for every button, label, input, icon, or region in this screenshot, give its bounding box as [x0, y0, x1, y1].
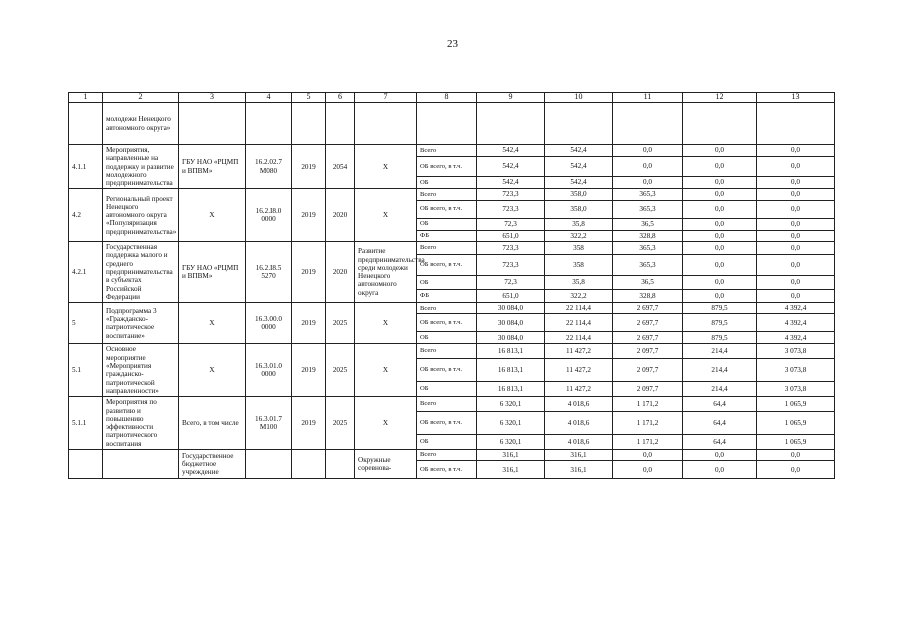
value-cell: 214,4 [683, 358, 757, 381]
expected-result: Х [355, 344, 417, 397]
header-cell-12: 12 [683, 93, 757, 103]
item-number [69, 450, 103, 479]
value-cell: 542,4 [545, 145, 613, 157]
value-cell: 2 697,7 [613, 332, 683, 344]
empty-cell [417, 103, 477, 145]
budget-code: 16.3.01.7 М100 [246, 397, 292, 450]
end-year: 2020 [326, 189, 355, 242]
funding-source: Всего [417, 303, 477, 314]
table-row [69, 303, 835, 314]
value-cell: 0,0 [757, 276, 835, 290]
value-cell: 22 114,4 [545, 303, 613, 314]
value-cell: 36,5 [613, 276, 683, 290]
value-cell: 723,3 [477, 255, 545, 276]
header-cell-5: 5 [292, 93, 326, 103]
table-row [69, 103, 835, 145]
value-cell: 11 427,2 [545, 358, 613, 381]
value-cell: 316,1 [477, 450, 545, 461]
expected-result: Х [355, 145, 417, 189]
value-cell: 0,0 [757, 189, 835, 200]
value-cell: 1 065,9 [757, 434, 835, 449]
header-cell-13: 13 [757, 93, 835, 103]
item-name: Подпрограмма 3 «Гражданско-патриотическое воспитание» [103, 303, 179, 344]
value-cell: 35,8 [545, 276, 613, 290]
value-cell: 0,0 [683, 276, 757, 290]
expected-result: Развитие предпринимательства среди молодежи Ненецкого автономного округа [355, 242, 417, 303]
header-cell-7: 7 [355, 93, 417, 103]
value-cell: 365,3 [613, 189, 683, 200]
funding-source: ОБ всего, в т.ч. [417, 157, 477, 176]
funding-source: ОБ [417, 276, 477, 290]
value-cell: 2 697,7 [613, 303, 683, 314]
value-cell: 64,4 [683, 411, 757, 434]
funding-source: ОБ [417, 332, 477, 344]
value-cell: 6 320,1 [477, 411, 545, 434]
value-cell: 36,5 [613, 218, 683, 230]
expected-result [355, 103, 417, 145]
budget-code [246, 450, 292, 479]
value-cell: 358,0 [545, 200, 613, 218]
value-cell: 16 813,1 [477, 381, 545, 396]
table-row [69, 242, 835, 255]
value-cell: 651,0 [477, 230, 545, 241]
table-row [69, 450, 835, 461]
end-year: 2025 [326, 397, 355, 450]
value-cell: 328,8 [613, 230, 683, 241]
empty-cell [613, 103, 683, 145]
value-cell: 3 073,8 [757, 381, 835, 396]
value-cell: 0,0 [683, 200, 757, 218]
value-cell: 64,4 [683, 397, 757, 411]
value-cell: 2 097,7 [613, 381, 683, 396]
value-cell: 316,1 [545, 450, 613, 461]
value-cell: 0,0 [683, 450, 757, 461]
executor: Х [179, 189, 246, 242]
value-cell: 3 073,8 [757, 358, 835, 381]
value-cell: 542,4 [477, 145, 545, 157]
value-cell: 16 813,1 [477, 344, 545, 358]
value-cell: 365,3 [613, 242, 683, 255]
executor: Всего, в том числе [179, 397, 246, 450]
budget-code: 16.2.I8.5 5270 [246, 242, 292, 303]
item-number: 5.1 [69, 344, 103, 397]
item-name: Государственная поддержка малого и среднего предпринимательства в субъектах Российской Федерации [103, 242, 179, 303]
end-year: 2020 [326, 242, 355, 303]
value-cell: 0,0 [757, 176, 835, 189]
value-cell: 651,0 [477, 290, 545, 303]
funding-source: ФБ [417, 230, 477, 241]
budget-code [246, 103, 292, 145]
empty-cell [545, 103, 613, 145]
value-cell: 0,0 [757, 200, 835, 218]
header-cell-4: 4 [246, 93, 292, 103]
item-name: Мероприятия, направленные на поддержку и развитие молодежного предпринимательства [103, 145, 179, 189]
funding-source: ОБ [417, 381, 477, 396]
empty-cell [757, 103, 835, 145]
value-cell: 6 320,1 [477, 397, 545, 411]
header-cell-9: 9 [477, 93, 545, 103]
item-number: 5 [69, 303, 103, 344]
value-cell: 0,0 [613, 450, 683, 461]
value-cell: 6 320,1 [477, 434, 545, 449]
item-name: Региональный проект Ненецкого автономного округа «Популяризация предпринимательства» [103, 189, 179, 242]
item-name: Основное мероприятие «Мероприятия гражданско-патриотической направленности» [103, 344, 179, 397]
value-cell: 322,2 [545, 230, 613, 241]
executor: Государственное бюджетное учреждение [179, 450, 246, 479]
header-cell-8: 8 [417, 93, 477, 103]
value-cell: 0,0 [757, 242, 835, 255]
funding-source: ОБ [417, 218, 477, 230]
funding-source: ОБ всего, в т.ч. [417, 200, 477, 218]
header-cell-1: 1 [69, 93, 103, 103]
header-cell-3: 3 [179, 93, 246, 103]
value-cell: 4 018,6 [545, 434, 613, 449]
funding-source: ОБ всего, в т.ч. [417, 314, 477, 332]
value-cell: 72,3 [477, 276, 545, 290]
value-cell: 22 114,4 [545, 314, 613, 332]
value-cell: 542,4 [545, 176, 613, 189]
value-cell: 4 018,6 [545, 397, 613, 411]
value-cell: 22 114,4 [545, 332, 613, 344]
item-number [69, 103, 103, 145]
value-cell: 11 427,2 [545, 344, 613, 358]
value-cell: 1 065,9 [757, 411, 835, 434]
value-cell: 0,0 [613, 145, 683, 157]
funding-source: ОБ [417, 434, 477, 449]
funding-source: ФБ [417, 290, 477, 303]
funding-source: Всего [417, 242, 477, 255]
value-cell: 0,0 [757, 255, 835, 276]
value-cell: 4 392,4 [757, 332, 835, 344]
start-year: 2019 [292, 189, 326, 242]
value-cell: 0,0 [613, 157, 683, 176]
value-cell: 358,0 [545, 189, 613, 200]
value-cell: 0,0 [757, 230, 835, 241]
budget-code: 16.2.I8.0 0000 [246, 189, 292, 242]
item-name: молодежи Ненецкого автономного округа» [103, 103, 179, 145]
funding-source: ОБ всего, в т.ч. [417, 358, 477, 381]
header-row [69, 93, 835, 103]
value-cell: 0,0 [683, 242, 757, 255]
value-cell: 4 392,4 [757, 314, 835, 332]
value-cell: 1 171,2 [613, 411, 683, 434]
value-cell: 2 697,7 [613, 314, 683, 332]
executor: ГБУ НАО «РЦМП и ВПВМ» [179, 145, 246, 189]
value-cell: 214,4 [683, 344, 757, 358]
value-cell: 214,4 [683, 381, 757, 396]
value-cell: 879,5 [683, 303, 757, 314]
start-year [292, 103, 326, 145]
value-cell: 358 [545, 242, 613, 255]
header-cell-10: 10 [545, 93, 613, 103]
budget-table [68, 92, 835, 479]
funding-source: Всего [417, 145, 477, 157]
end-year: 2025 [326, 344, 355, 397]
value-cell: 0,0 [683, 189, 757, 200]
table-row [69, 397, 835, 411]
end-year: 2054 [326, 145, 355, 189]
value-cell: 35,8 [545, 218, 613, 230]
value-cell: 2 097,7 [613, 358, 683, 381]
budget-code: 16.3.01.0 0000 [246, 344, 292, 397]
value-cell: 1 065,9 [757, 397, 835, 411]
expected-result: Х [355, 303, 417, 344]
table-row [69, 189, 835, 200]
value-cell: 0,0 [757, 157, 835, 176]
value-cell: 30 084,0 [477, 332, 545, 344]
start-year: 2019 [292, 303, 326, 344]
value-cell: 0,0 [683, 290, 757, 303]
funding-source: Всего [417, 189, 477, 200]
value-cell: 3 073,8 [757, 344, 835, 358]
value-cell: 365,3 [613, 200, 683, 218]
funding-source: Всего [417, 344, 477, 358]
header-cell-2: 2 [103, 93, 179, 103]
value-cell: 0,0 [683, 157, 757, 176]
table-row [69, 145, 835, 157]
item-number: 4.1.1 [69, 145, 103, 189]
value-cell: 0,0 [757, 290, 835, 303]
funding-source: ОБ всего, в т.ч. [417, 411, 477, 434]
funding-source: Всего [417, 450, 477, 461]
value-cell: 358 [545, 255, 613, 276]
table-row [69, 344, 835, 358]
value-cell: 0,0 [757, 461, 835, 479]
value-cell: 0,0 [683, 145, 757, 157]
value-cell: 542,4 [545, 157, 613, 176]
value-cell: 0,0 [683, 218, 757, 230]
value-cell: 365,3 [613, 255, 683, 276]
value-cell: 879,5 [683, 314, 757, 332]
value-cell: 2 097,7 [613, 344, 683, 358]
value-cell: 879,5 [683, 332, 757, 344]
item-name: Мероприятия по развитию и повышению эффективности патриотического воспитания [103, 397, 179, 450]
value-cell: 0,0 [757, 145, 835, 157]
item-number: 4.2.1 [69, 242, 103, 303]
end-year [326, 450, 355, 479]
value-cell: 1 171,2 [613, 434, 683, 449]
header-cell-6: 6 [326, 93, 355, 103]
funding-source: ОБ всего, в т.ч. [417, 255, 477, 276]
value-cell: 64,4 [683, 434, 757, 449]
empty-cell [477, 103, 545, 145]
end-year: 2025 [326, 303, 355, 344]
value-cell: 0,0 [613, 176, 683, 189]
value-cell: 72,3 [477, 218, 545, 230]
budget-code: 16.2.02.7 М080 [246, 145, 292, 189]
value-cell: 0,0 [757, 218, 835, 230]
value-cell: 0,0 [683, 230, 757, 241]
expected-result: Х [355, 189, 417, 242]
value-cell: 30 084,0 [477, 314, 545, 332]
end-year [326, 103, 355, 145]
item-number: 4.2 [69, 189, 103, 242]
funding-source: ОБ [417, 176, 477, 189]
expected-result: Х [355, 397, 417, 450]
value-cell: 1 171,2 [613, 397, 683, 411]
executor: Х [179, 344, 246, 397]
value-cell: 0,0 [683, 255, 757, 276]
value-cell: 723,3 [477, 189, 545, 200]
value-cell: 0,0 [613, 461, 683, 479]
empty-cell [683, 103, 757, 145]
item-number: 5.1.1 [69, 397, 103, 450]
page-number: 23 [447, 38, 458, 50]
value-cell: 542,4 [477, 176, 545, 189]
value-cell: 4 392,4 [757, 303, 835, 314]
executor: ГБУ НАО «РЦМП и ВПВМ» [179, 242, 246, 303]
value-cell: 328,8 [613, 290, 683, 303]
value-cell: 322,2 [545, 290, 613, 303]
value-cell: 11 427,2 [545, 381, 613, 396]
value-cell: 0,0 [683, 461, 757, 479]
start-year: 2019 [292, 397, 326, 450]
value-cell: 316,1 [545, 461, 613, 479]
value-cell: 16 813,1 [477, 358, 545, 381]
executor: Х [179, 303, 246, 344]
funding-source: Всего [417, 397, 477, 411]
item-name [103, 450, 179, 479]
start-year: 2019 [292, 145, 326, 189]
value-cell: 723,3 [477, 242, 545, 255]
expected-result: Окружные соревнова- [355, 450, 417, 479]
start-year [292, 450, 326, 479]
value-cell: 723,3 [477, 200, 545, 218]
start-year: 2019 [292, 242, 326, 303]
header-cell-11: 11 [613, 93, 683, 103]
value-cell: 4 018,6 [545, 411, 613, 434]
value-cell: 0,0 [683, 176, 757, 189]
value-cell: 316,1 [477, 461, 545, 479]
budget-code: 16.3.00.0 0000 [246, 303, 292, 344]
executor [179, 103, 246, 145]
value-cell: 30 084,0 [477, 303, 545, 314]
value-cell: 0,0 [757, 450, 835, 461]
start-year: 2019 [292, 344, 326, 397]
funding-source: ОБ всего, в т.ч. [417, 461, 477, 479]
value-cell: 542,4 [477, 157, 545, 176]
